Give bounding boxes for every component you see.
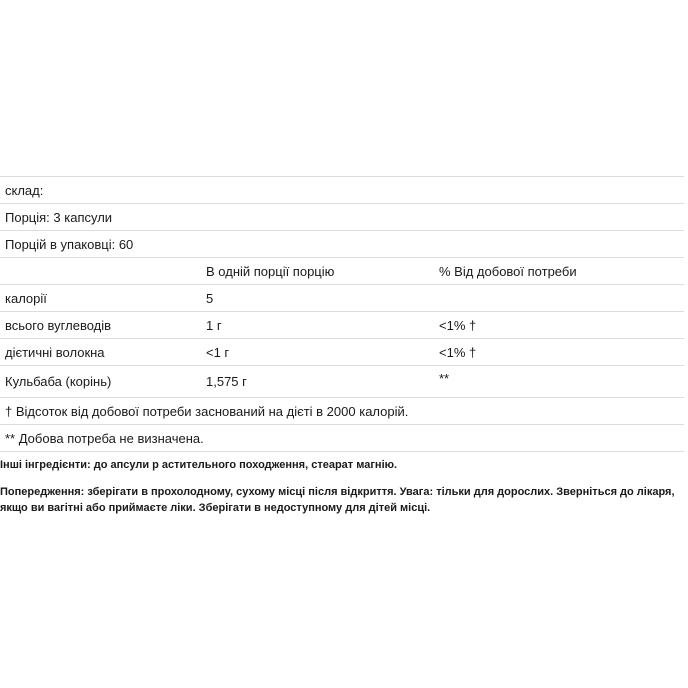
header-daily-value: % Від добової потреби <box>434 258 684 285</box>
table-header-row <box>0 258 684 285</box>
nutrient-name: дієтичні волокна <box>0 339 201 366</box>
nutrient-daily-value <box>434 285 684 312</box>
serving-row <box>0 204 684 231</box>
footnote-row <box>0 398 684 425</box>
nutrient-daily-value: <1% † <box>434 312 684 339</box>
nutrient-name: калорії <box>0 285 201 312</box>
nutrient-name: всього вуглеводів <box>0 312 201 339</box>
nutrient-daily-value: ** <box>434 366 684 398</box>
nutrient-amount: <1 г <box>201 339 434 366</box>
servings-per-package: Порцій в упаковці: 60 <box>0 231 684 258</box>
table-row <box>0 312 684 339</box>
footnote-daily-value: † Відсоток від добової потреби заснований на дієті в 2000 калорій. <box>0 398 684 425</box>
composition-label: склад: <box>0 177 684 204</box>
nutrient-name: Кульбаба (корінь) <box>0 366 201 398</box>
warning-text: Попередження: зберігати в прохолодному, сухому місці після відкриття. Увага: тільки для дорослих. Зверніться до лікаря, якщо ви вагітні або приймаєте ліки. Зберігати в недоступному для дітей місці. <box>0 486 675 514</box>
supplement-facts-table <box>0 176 684 452</box>
table-row <box>0 285 684 312</box>
footnote-row <box>0 425 684 452</box>
nutrient-amount: 1 г <box>201 312 434 339</box>
header-amount: В одній порції порцію <box>201 258 434 285</box>
table-row <box>0 366 684 398</box>
serving-size: Порція: 3 капсули <box>0 204 684 231</box>
nutrient-amount: 1,575 г <box>201 366 434 398</box>
nutrient-amount: 5 <box>201 285 434 312</box>
per-package-row <box>0 231 684 258</box>
nutrient-daily-value: <1% † <box>434 339 684 366</box>
header-empty-cell <box>0 258 201 285</box>
other-ingredients: Інші інгредієнти: до апсули р астительного походження, стеарат магнію. <box>0 459 398 471</box>
composition-row <box>0 177 684 204</box>
footnote-undefined: ** Добова потреба не визначена. <box>0 425 684 452</box>
table-row <box>0 339 684 366</box>
